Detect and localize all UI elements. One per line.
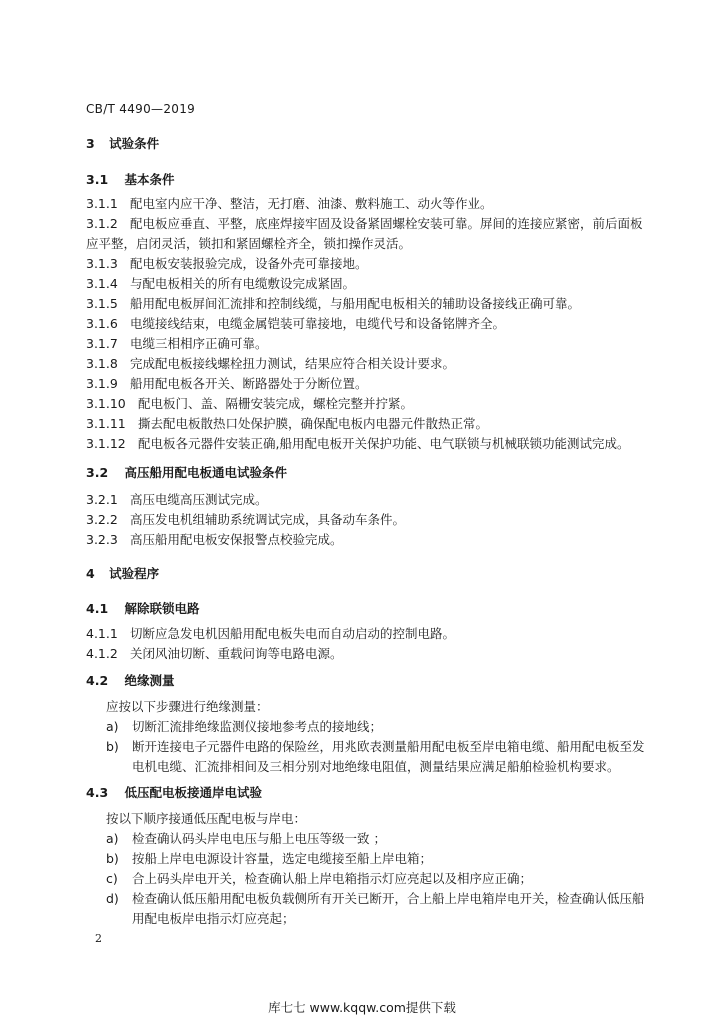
download-source-footer: 库七七 www.kqqw.com提供下载 — [268, 1000, 456, 1015]
list-item — [106, 851, 432, 867]
subsection-number: 4.2 — [86, 673, 109, 688]
subsection-heading — [86, 172, 175, 188]
subsection-title: 绝缘测量 — [124, 673, 175, 688]
list-text: 切断汇流排绝缘监测仪接地参考点的接地线； — [132, 719, 383, 734]
clause-text: 电缆接线结束，电缆金属铠装可靠接地，电缆代号和设备铭牌齐全。 — [130, 316, 506, 331]
subsection-number: 3.1 — [86, 172, 109, 187]
clause-line — [86, 396, 413, 412]
list-item — [106, 739, 645, 755]
section-number: 4 — [86, 566, 95, 581]
list-text: 按船上岸电电源设计容量，选定电缆接至船上岸电箱； — [132, 851, 433, 866]
subsection-number: 4.1 — [86, 601, 109, 616]
clause-text: 高压电缆高压测试完成。 — [130, 492, 268, 507]
clause-text: 配电板门、盖、隔栅安装完成，螺栓完整并拧紧。 — [138, 396, 414, 411]
list-item-continuation — [132, 911, 295, 927]
clause-text: 配电室内应干净、整洁，无打磨、油漆、敷料施工、动火等作业。 — [130, 196, 493, 211]
page-number: 2 — [95, 932, 102, 945]
subsection-heading — [86, 601, 200, 617]
clause-line — [86, 436, 629, 452]
clause-line — [86, 646, 343, 662]
clause-text: 切断应急发电机因船用配电板失电而自动启动的控制电路。 — [130, 626, 456, 641]
list-marker: c) — [106, 871, 118, 886]
clause-line — [86, 216, 643, 232]
clause-number: 3.1.3 — [86, 256, 118, 271]
clause-text: 船用配电板各开关、断路器处于分断位置。 — [130, 376, 368, 391]
subsection-number: 4.3 — [86, 785, 109, 800]
clause-number: 3.2.1 — [86, 492, 118, 507]
clause-line — [86, 532, 343, 548]
clause-text: 高压发电机组辅助系统调试完成，具备动车条件。 — [130, 512, 406, 527]
clause-line — [86, 316, 505, 332]
clause-line — [86, 356, 455, 372]
clause-text: 配电板各元器件安装正确,船用配电板开关保护功能、电气联锁与机械联锁功能测试完成。 — [138, 436, 630, 451]
section-heading — [86, 136, 159, 152]
clause-line — [86, 512, 405, 528]
paragraph-intro: 按以下顺序接通低压配电板与岸电： — [106, 811, 307, 826]
clause-number: 3.1.4 — [86, 276, 118, 291]
list-item — [106, 871, 532, 887]
clause-text: 与配电板相关的所有电缆敷设完成紧固。 — [130, 276, 356, 291]
clause-line — [86, 336, 268, 352]
clause-line — [86, 296, 580, 312]
clause-text: 配电板安装报验完成，设备外壳可靠接地。 — [130, 256, 368, 271]
clause-text: 应平整，启闭灵活，锁扣和紧固螺栓齐全，锁扣操作灵活。 — [86, 236, 412, 251]
clause-number: 4.1.2 — [86, 646, 118, 661]
subsection-title: 基本条件 — [124, 172, 175, 187]
list-text: 用配电板岸电指示灯应亮起； — [132, 911, 295, 926]
subsection-title: 高压船用配电板通电试验条件 — [124, 465, 288, 480]
clause-number: 3.1.10 — [86, 396, 126, 411]
clause-text: 船用配电板屏间汇流排和控制线缆，与船用配电板相关的辅助设备接线正确可靠。 — [130, 296, 581, 311]
clause-number: 3.1.2 — [86, 216, 118, 231]
subsection-title: 解除联锁电路 — [124, 601, 200, 616]
clause-text: 完成配电板接线螺栓扭力测试，结果应符合相关设计要求。 — [130, 356, 456, 371]
clause-number: 3.2.3 — [86, 532, 118, 547]
clause-number: 3.1.1 — [86, 196, 118, 211]
clause-line — [86, 256, 368, 272]
list-marker: b) — [106, 739, 119, 754]
section-number: 3 — [86, 136, 95, 151]
list-item-continuation — [132, 759, 620, 775]
section-heading — [86, 566, 159, 582]
subsection-number: 3.2 — [86, 465, 109, 480]
list-text: 合上码头岸电开关，检查确认船上岸电箱指示灯应亮起以及相序应正确； — [132, 871, 533, 886]
clause-number: 3.1.5 — [86, 296, 118, 311]
subsection-heading — [86, 785, 262, 801]
clause-number: 3.1.6 — [86, 316, 118, 331]
clause-text: 配电板应垂直、平整，底座焊接牢固及设备紧固螺栓安装可靠。屏间的连接应紧密，前后面板 — [130, 216, 643, 231]
list-item — [106, 719, 382, 735]
clause-number: 3.1.11 — [86, 416, 126, 431]
section-title: 试验程序 — [109, 566, 160, 581]
list-marker: b) — [106, 851, 119, 866]
list-text: 断开连接电子元器件电路的保险丝，用兆欧表测量船用配电板至岸电箱电缆、船用配电板至发 — [132, 739, 645, 754]
clause-line — [86, 626, 455, 642]
clause-line — [86, 196, 493, 212]
list-text: 电机电缆、汇流排相间及三相分别对地绝缘电阻值，测量结果应满足船舶检验机构要求。 — [132, 759, 620, 774]
clause-line-continuation — [86, 236, 411, 252]
clause-line — [86, 376, 368, 392]
subsection-title: 低压配电板接通岸电试验 — [124, 785, 263, 800]
list-marker: d) — [106, 891, 119, 906]
clause-number: 3.1.9 — [86, 376, 118, 391]
clause-text: 撕去配电板散热口处保护膜，确保配电板内电器元件散热正常。 — [138, 416, 489, 431]
list-text: 检查确认低压船用配电板负载侧所有开关已断开，合上船上岸电箱岸电开关，检查确认低压船 — [132, 891, 645, 906]
list-marker: a) — [106, 719, 119, 734]
clause-number: 3.2.2 — [86, 512, 118, 527]
clause-number: 3.1.8 — [86, 356, 118, 371]
clause-line — [86, 492, 268, 508]
clause-text: 电缆三相相序正确可靠。 — [130, 336, 268, 351]
clause-number: 3.1.7 — [86, 336, 118, 351]
list-marker: a) — [106, 831, 119, 846]
list-item — [106, 831, 386, 847]
section-title: 试验条件 — [109, 136, 160, 151]
clause-number: 4.1.1 — [86, 626, 118, 641]
list-text: 检查确认码头岸电电压与船上电压等级一致 ； — [132, 831, 386, 846]
clause-line — [86, 276, 355, 292]
standard-code-header: CB/T 4490—2019 — [86, 102, 196, 116]
list-item — [106, 891, 645, 907]
clause-number: 3.1.12 — [86, 436, 126, 451]
subsection-heading — [86, 673, 175, 689]
clause-text: 高压船用配电板安保报警点校验完成。 — [130, 532, 343, 547]
clause-text: 关闭风油切断、重载问询等电路电源。 — [130, 646, 343, 661]
subsection-heading — [86, 465, 287, 481]
paragraph-intro: 应按以下步骤进行绝缘测量： — [106, 699, 269, 714]
clause-line — [86, 416, 488, 432]
